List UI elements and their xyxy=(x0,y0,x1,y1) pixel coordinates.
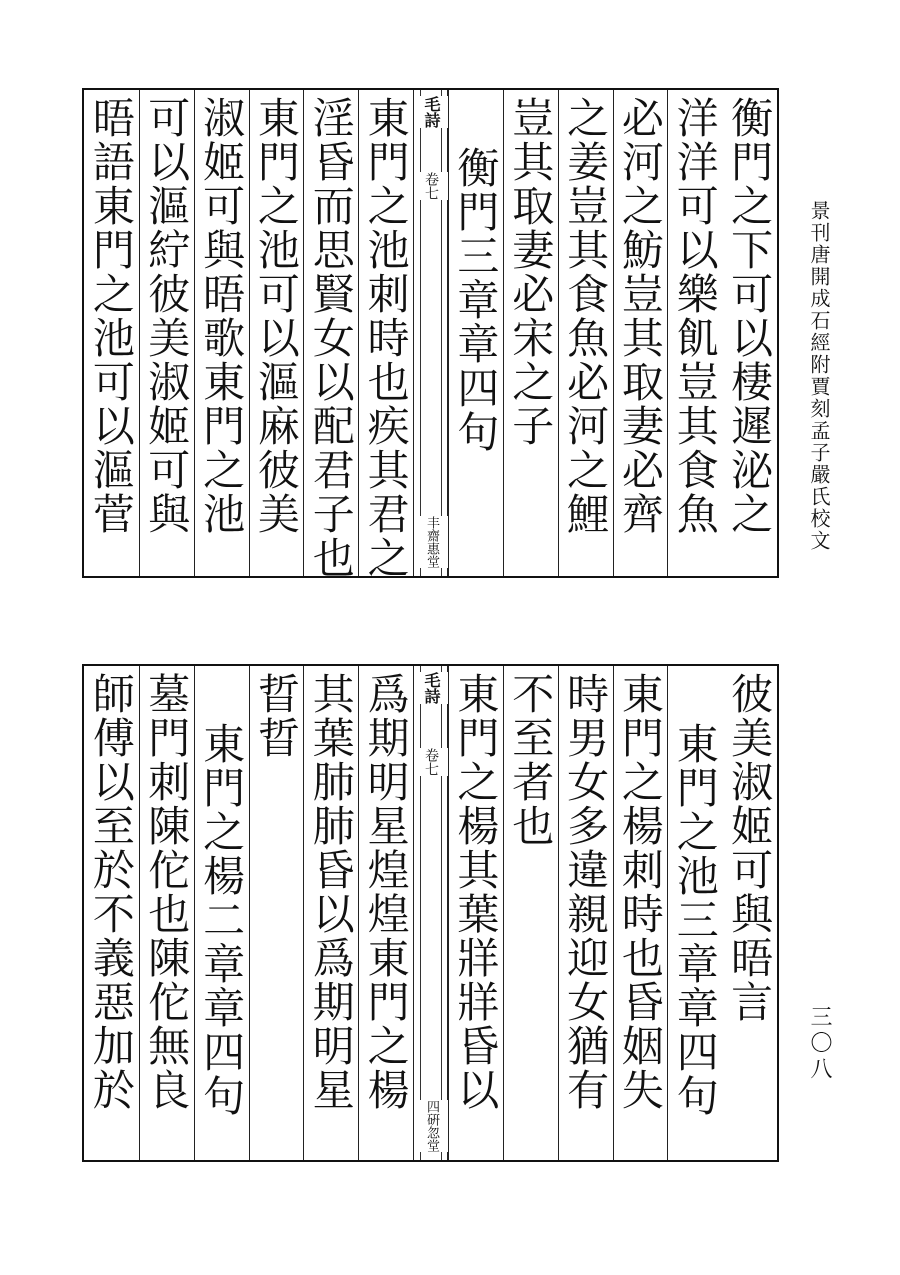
text-column: 之姜豈其食魚必河之鯉 xyxy=(558,90,613,576)
text-column: 東門之楊二章章四句 xyxy=(194,666,249,1160)
text-column: 東門之池刺時也疾其君之 xyxy=(358,90,413,576)
text-column: 衡門三章章四句 xyxy=(448,90,503,576)
center-fold-strip xyxy=(413,666,448,1160)
text-column: 東門之楊刺時也昏姻失 xyxy=(613,666,668,1160)
text-column: 晤語東門之池可以漚菅 xyxy=(86,96,136,536)
book-name-label: 毛詩 xyxy=(414,96,448,128)
text-column: 不至者也 xyxy=(503,666,558,1160)
text-column: 其葉肺肺昏以爲期明星 xyxy=(303,666,358,1160)
text-column: 彼美淑姬可與晤言 xyxy=(725,672,775,1024)
text-column: 東門之楊其葉牂牂昏以 xyxy=(448,666,503,1160)
bottom-text-panel xyxy=(82,664,779,1162)
text-column: 晢晢 xyxy=(249,666,304,1160)
page-number: 三〇八 xyxy=(807,1005,832,1083)
book-title-margin: 景刊唐開成石經附賈刻孟子嚴氏校文 xyxy=(807,200,831,552)
volume-label: 卷七 xyxy=(414,172,448,200)
text-column: 可以漚紵彼美淑姬可與 xyxy=(139,90,194,576)
volume-label: 卷七 xyxy=(414,748,448,776)
text-column: 東門之池可以漚麻彼美 xyxy=(249,90,304,576)
book-name-label: 毛詩 xyxy=(414,672,448,704)
text-column: 淑姬可與晤歌東門之池 xyxy=(194,90,249,576)
text-column: 衡門之下可以棲遲泌之 xyxy=(725,96,775,536)
text-column: 洋洋可以樂飢豈其食魚 xyxy=(667,90,722,576)
text-column: 墓門刺陳佗也陳佗無良 xyxy=(139,666,194,1160)
text-column: 豈其取妻必宋之子 xyxy=(503,90,558,576)
center-fold-strip xyxy=(413,90,448,576)
text-column: 必河之魴豈其取妻必齊 xyxy=(613,90,668,576)
text-column: 淫昏而思賢女以配君子也 xyxy=(303,90,358,576)
studio-label: 丰齋惠堂 xyxy=(414,516,448,568)
text-column: 爲期明星煌煌東門之楊 xyxy=(358,666,413,1160)
text-column: 師傅以至於不義惡加於 xyxy=(86,672,136,1112)
fold-rule xyxy=(420,90,442,576)
text-column: 時男女多違親迎女猶有 xyxy=(558,666,613,1160)
studio-label: 四硏忽堂 xyxy=(414,1100,448,1152)
text-column: 東門之池三章章四句 xyxy=(667,666,722,1160)
top-text-panel xyxy=(82,88,779,578)
fold-rule xyxy=(420,666,442,1160)
